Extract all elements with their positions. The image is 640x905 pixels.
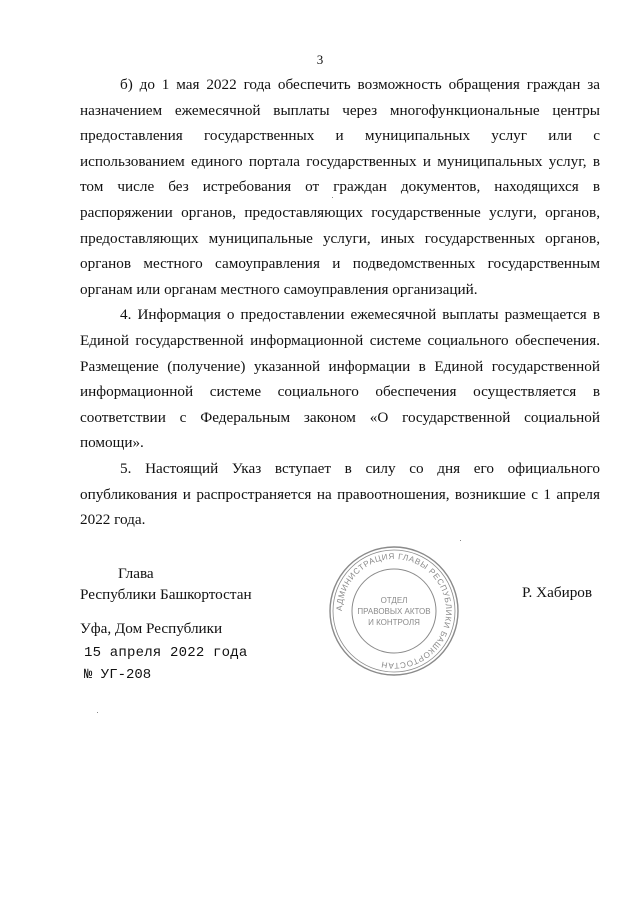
official-seal [326,543,462,679]
paragraph-4: 4. Информация о предоставлении ежемесячной выплаты размещается в Единой государственной информационной системе социального обеспечения. Размещение (получение) указанной информации в Единой государственной информационной системе социального обеспечения осуществляется в соответствии с Федеральным законом «О государственной социальной помощи». [80,306,600,452]
issue-date: 15 апреля 2022 года [84,645,248,661]
signatory-name: Р. Хабиров [522,584,593,601]
paragraph-5: 5. Настоящий Указ вступает в силу со дня его официального опубликования и распространяется на правоотношения, возникшие с 1 апреля 2022 года. [80,459,600,529]
seal-inner-line2: ПРАВОВЫХ АКТОВ [357,607,431,616]
seal-stamp-graphic [326,543,462,679]
document-body [80,72,600,533]
scan-speck [460,540,461,541]
issue-place: Уфа, Дом Республики [80,620,223,637]
page-number: 3 [316,52,324,67]
signatory-title-line2: Республики Башкортостан [80,586,252,603]
seal-outer-text: АДМИНИСТРАЦИЯ ГЛАВЫ РЕСПУБЛИКИ БАШКОРТОСТАН [334,551,454,671]
signatory-title-line1: Глава [118,565,154,582]
decree-number: № УГ-208 [84,667,152,683]
scan-speck [97,712,98,713]
signatory-title [80,563,280,605]
scan-speck [332,197,333,198]
seal-inner-line1: ОТДЕЛ [380,596,408,605]
paragraph-b: б) до 1 мая 2022 года обеспечить возможность обращения граждан за назначением ежемесячной выплаты через многофункциональные центры предоставления государственных и муниципальных услуг или с использованием единого портала государственных и муниципальных услуг, в том числе без истребования от граждан документов, находящихся в распоряжении органов, предоставляющих государственные услуги, органов, предоставляющих муниципальные услуги, иных государственных органов, органов местного самоуправления и подведомственных государственным органам или органам местного самоуправления организаций. [80,76,600,298]
seal-inner-line3: И КОНТРОЛЯ [368,618,420,627]
